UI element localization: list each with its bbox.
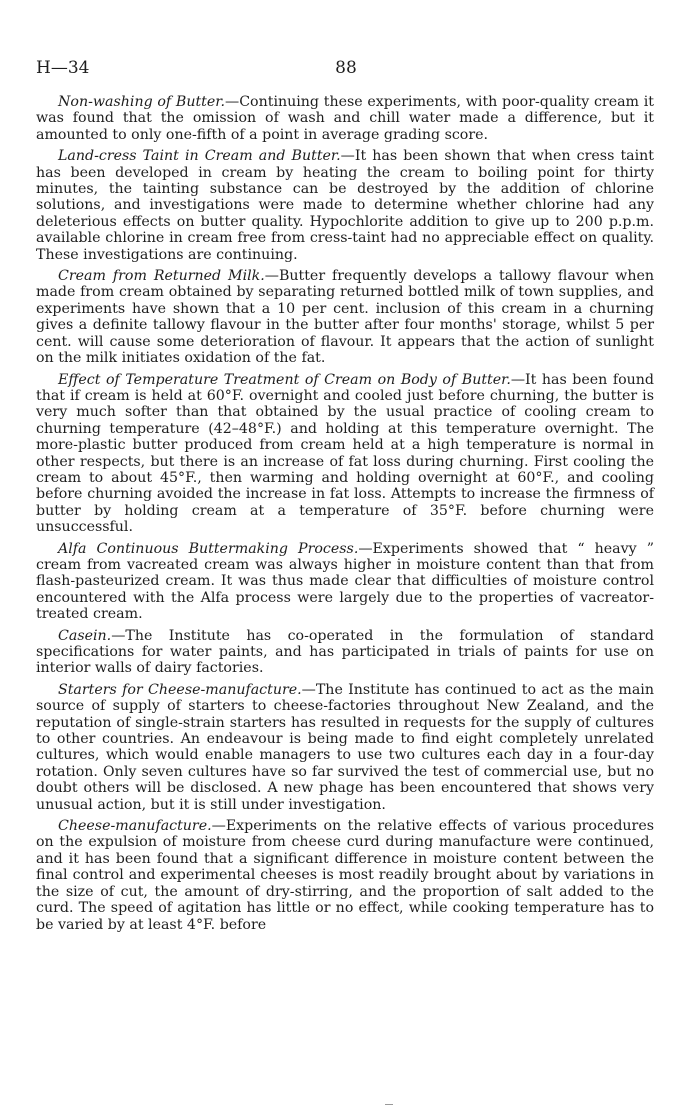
paragraph-title: Land-cress Taint in Cream and Butter. xyxy=(58,148,341,165)
paragraph-text: —Experiments showed that “ heavy ” cream from vacreated cream was always higher in moisture content than that from flash-pasteurized cream. It was thus made clear that difficulties of moisture control encountered with the Alfa process were largely due to the properties of vacreator-treated cream. xyxy=(36,540,654,623)
paragraph-text: —Butter frequently develops a tallowy flavour when made from cream obtained by separating returned bottled milk of town supplies, and experiments have shown that a 10 per cent. inclusion of this cream in a churning gives a definite tallowy flavour in the butter after four months' storage, whilst 5 per cent. will cause some deterioration of flavour. It appears that the action of sunlight on the milk initiates oxidation of the fat. xyxy=(36,268,654,367)
paragraph-title: Cream from Returned Milk. xyxy=(58,268,265,285)
paragraph-text: —The Institute has co-operated in the formulation of standard specifications for water paints, and has participated in trials of paints for use on interior walls of dairy factories. xyxy=(36,627,654,677)
paragraph-title: Non-washing of Butter. xyxy=(58,94,226,110)
paragraph-casein xyxy=(36,628,654,677)
paragraph-land-cress-taint xyxy=(36,148,654,263)
paragraph-title: Starters for Cheese-manufacture. xyxy=(58,681,302,698)
paragraph-title: Casein. xyxy=(58,627,112,644)
paragraph-text: —It has been shown that when cress taint has been developed in cream by heating the cream to boiling point for thirty minutes, the tainting substance can be destroyed by the addition of chlorine solutions, and investigations were made to determine whether chlorine had any deleterious effects on butter quality. Hypochlorite addition to give up to 200 p.p.m. available chlorine in cream free from cress-taint had no appreciable effect on quality. These investigations are continuing. xyxy=(36,148,654,263)
paragraph-text: —It has been found that if cream is held at 60°F. overnight and cooled just before churning, the butter is very much softer than that obtained by the usual practice of cooling cream to churning temperature (42–48°F.) and holding at this temperature overnight. The more-plastic butter produced from cream held at a high temperature is normal in other respects, but there is an increase of fat loss during churning. First cooling the cream to about 45°F., then warming and holding overnight at 60°F., and cooling before churning avoided the increase in fat loss. Attempts to increase the firmness of butter by holding cream at a temperature of 35°F. before churning were unsuccessful. xyxy=(36,371,654,536)
paragraph-alfa-continuous-process xyxy=(36,541,654,623)
paragraph-non-washing-of-butter xyxy=(36,94,654,143)
document-body xyxy=(36,94,654,938)
paragraph-cream-from-returned-milk xyxy=(36,268,654,366)
paragraph-title: Alfa Continuous Buttermaking Process. xyxy=(58,540,359,557)
paragraph-text: —Experiments on the relative effects of various procedures on the expulsion of moisture from cheese curd during manufacture were continued, and it has been found that a significant difference in moisture content between the final control and experimental cheeses is most readily brought about by variations in the size of cut, the amount of dry-stirring, and the proportion of salt added to the curd. The speed of agitation has little or no effect, while cooking temperature has to be varied by at least 4°F. before xyxy=(36,818,654,933)
paragraph-cheese-manufacture xyxy=(36,818,654,933)
document-reference: H—34 xyxy=(36,58,90,78)
paragraph-title: Effect of Temperature Treatment of Cream on Body of Butter. xyxy=(58,371,511,388)
paragraph-text: —Continuing these experiments, with poor-quality cream it was found that the omission of wash and chill water made a difference, but it amounted to only one-fifth of a point in average grading score. xyxy=(36,94,654,143)
page-number: 88 xyxy=(335,58,357,78)
paragraph-starters-for-cheese xyxy=(36,682,654,813)
paragraph-temperature-treatment xyxy=(36,372,654,536)
paragraph-text: —The Institute has continued to act as the main source of supply of starters to cheese-factories throughout New Zealand, and the reputation of single-strain starters has resulted in requests for the supply of cultures to other countries. An endeavour is being made to find eight completely unrelated cultures, which would enable managers to use two cultures each day in a four-day rotation. Only seven cultures have so far survived the test of commercial use, but no doubt others will be disclosed. A new phage has been encountered that shows very unusual action, but it is still under investigation. xyxy=(36,681,654,813)
page-header xyxy=(36,58,664,82)
page-footer-mark xyxy=(385,1104,393,1105)
paragraph-title: Cheese-manufacture. xyxy=(58,818,212,835)
